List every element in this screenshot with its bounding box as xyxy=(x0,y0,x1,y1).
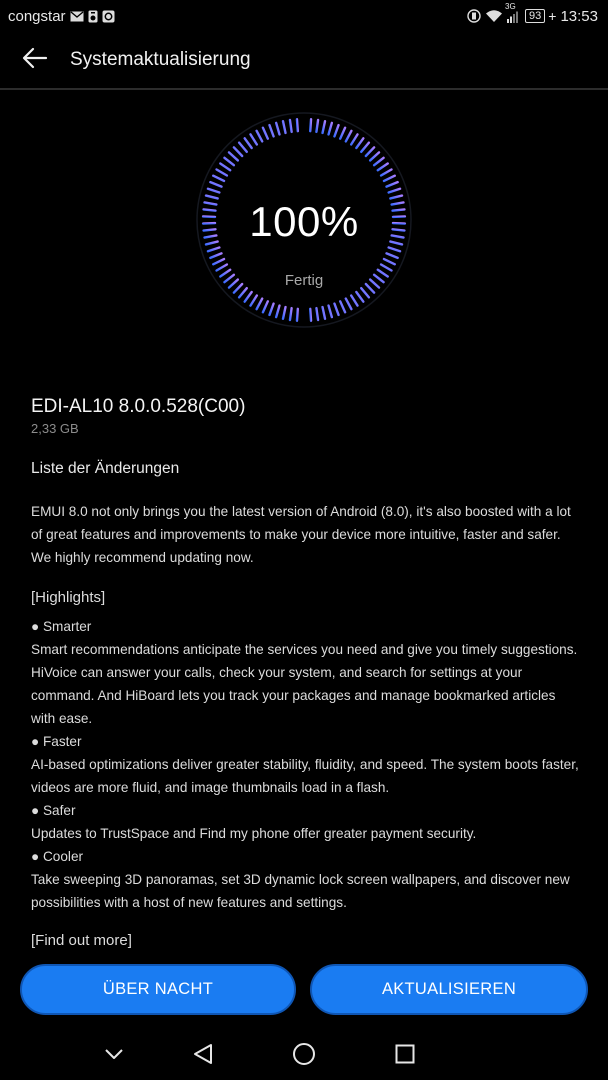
back-button[interactable] xyxy=(0,31,70,89)
highlight-text: Updates to TrustSpace and Find my phone offer greater payment security. xyxy=(31,826,477,841)
home-icon xyxy=(292,1042,316,1071)
progress-tick xyxy=(387,182,398,187)
progress-tick xyxy=(210,253,221,258)
update-size: 2,33 GB xyxy=(31,421,79,436)
progress-tick xyxy=(229,152,238,160)
progress-tick xyxy=(323,307,326,319)
progress-status: Fertig xyxy=(284,272,324,289)
progress-tick xyxy=(283,121,286,133)
nav-back-button[interactable] xyxy=(189,1042,217,1070)
progress-tick xyxy=(351,295,357,305)
progress-tick xyxy=(361,143,369,152)
progress-tick xyxy=(234,147,242,156)
progress-tick xyxy=(351,134,357,144)
highlights-list xyxy=(31,615,581,914)
network-type: 3G xyxy=(505,1,516,11)
progress-tick xyxy=(290,120,292,132)
clock: 13:53 xyxy=(560,7,598,25)
progress-tick xyxy=(310,119,311,131)
progress-tick xyxy=(323,121,326,133)
nav-home-button[interactable] xyxy=(290,1042,318,1070)
progress-tick xyxy=(263,128,268,139)
progress-tick xyxy=(276,306,279,318)
changelog-intro: EMUI 8.0 not only brings you the latest version of Android (8.0), it's also boosted with a lot of great features and improvements to make your device more intuitive, faster and safer. We highly recommend updating now. xyxy=(31,504,571,565)
progress-tick xyxy=(269,125,273,136)
progress-tick xyxy=(290,308,292,320)
progress-tick xyxy=(310,309,311,321)
status-left xyxy=(8,8,115,25)
highlight-head: ● Faster xyxy=(31,734,82,749)
progress-tick xyxy=(297,119,298,131)
highlight-text: Take sweeping 3D panoramas, set 3D dynamic lock screen wallpapers, and discover new possibilities with a host of new features and settings. xyxy=(31,872,570,910)
highlight-text: Smart recommendations anticipate the services you need and give you timely suggestions. HiVoice can answer your calls, check your system, and search for settings at your command. And HiBoard lets you track your packages and manage bookmarked articles with ease. xyxy=(31,642,578,726)
status-right xyxy=(467,1,598,25)
navigation-bar xyxy=(0,1030,608,1080)
progress-tick xyxy=(283,307,286,319)
app-icon xyxy=(102,10,115,23)
progress-tick xyxy=(250,295,256,305)
notification-icon xyxy=(88,10,98,23)
progress-tick xyxy=(334,125,338,136)
progress-tick xyxy=(210,182,221,187)
changelog-title: Liste der Änderungen xyxy=(31,460,180,477)
wifi-icon xyxy=(485,9,503,23)
collapse-icon xyxy=(104,1047,124,1065)
progress-tick xyxy=(208,248,219,252)
progress-tick xyxy=(220,164,230,171)
progress-tick xyxy=(217,170,227,176)
progress-tick xyxy=(257,131,263,142)
update-progress-ring xyxy=(196,112,412,328)
progress-tick xyxy=(316,308,318,320)
update-version: EDI-AL10 8.0.0.528(C00) xyxy=(31,396,246,417)
progress-tick xyxy=(263,301,268,312)
nav-recents-button[interactable] xyxy=(391,1042,419,1070)
progress-tick xyxy=(213,176,224,181)
progress-tick xyxy=(213,259,224,264)
progress-tick xyxy=(381,170,391,176)
status-bar xyxy=(0,0,608,32)
highlight-head: ● Safer xyxy=(31,803,76,818)
progress-tick xyxy=(387,253,398,258)
page-title: Systemaktualisierung xyxy=(70,49,251,70)
battery-level: 93 xyxy=(525,9,545,23)
progress-tick xyxy=(340,128,345,139)
app-header xyxy=(0,32,608,90)
highlight-text: AI-based optimizations deliver greater stability, fluidity, and speed. The system boots faster, videos are more fluid, and image thumbnails load in a flash. xyxy=(31,757,579,795)
progress-tick xyxy=(276,123,279,135)
progress-tick xyxy=(239,143,247,152)
progress-percent: 100% xyxy=(249,198,359,245)
progress-tick xyxy=(356,292,363,302)
highlights-title: [Highlights] xyxy=(31,589,106,606)
progress-tick xyxy=(245,138,252,148)
progress-tick xyxy=(356,138,363,148)
progress-tick xyxy=(224,158,233,165)
progress-tick xyxy=(374,158,383,165)
progress-tick xyxy=(245,292,252,302)
progress-tick xyxy=(329,123,332,135)
progress-tick xyxy=(250,134,256,144)
charging-icon: + xyxy=(548,8,557,24)
progress-tick xyxy=(366,147,374,156)
progress-tick xyxy=(346,131,352,142)
progress-tick xyxy=(378,164,388,171)
progress-tick xyxy=(316,120,318,132)
progress-tick xyxy=(381,265,391,271)
find-out-more-link[interactable]: [Find out more] xyxy=(31,932,132,949)
progress-tick xyxy=(389,189,400,193)
progress-tick xyxy=(370,152,379,160)
update-now-button[interactable]: AKTUALISIEREN xyxy=(310,964,588,1015)
progress-tick xyxy=(389,248,400,252)
progress-tick xyxy=(269,304,273,315)
progress-tick xyxy=(384,259,395,264)
progress-tick xyxy=(239,288,247,297)
back-icon xyxy=(192,1043,214,1070)
signal-icon xyxy=(505,1,521,23)
back-arrow-icon xyxy=(22,47,48,74)
progress-tick xyxy=(217,265,227,271)
update-details xyxy=(31,395,581,949)
vibrate-icon xyxy=(467,9,481,23)
progress-tick xyxy=(361,288,369,297)
carrier-name: congstar xyxy=(8,7,66,25)
overnight-button[interactable]: ÜBER NACHT xyxy=(20,964,296,1015)
collapse-button[interactable] xyxy=(100,1042,128,1070)
progress-tick xyxy=(340,301,345,312)
progress-tick xyxy=(334,304,338,315)
mail-icon xyxy=(70,11,84,22)
progress-tick xyxy=(257,299,263,310)
highlight-head: ● Cooler xyxy=(31,849,84,864)
highlight-head: ● Smarter xyxy=(31,619,92,634)
progress-tick xyxy=(346,299,352,310)
progress-tick xyxy=(329,306,332,318)
recents-icon xyxy=(394,1043,416,1070)
progress-tick xyxy=(208,189,219,193)
progress-tick xyxy=(297,309,298,321)
progress-tick xyxy=(384,176,395,181)
